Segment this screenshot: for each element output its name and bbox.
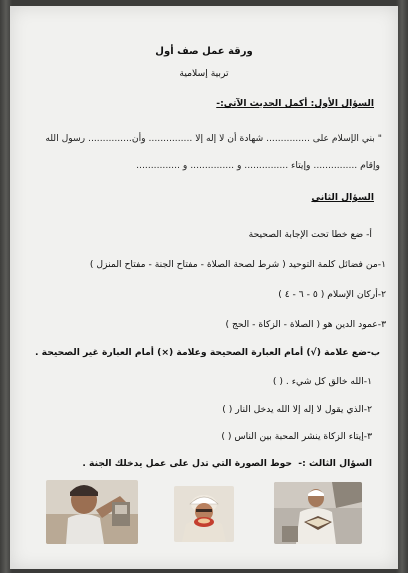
q2-heading: السؤال الثاني	[311, 192, 374, 203]
q3-heading: السؤال الثالث :-	[298, 458, 372, 469]
boy-eating-photo	[174, 486, 234, 542]
q2-a-item-3: ٣-عمود الدين هو ( الصلاة - الزكاة - الحج )	[225, 319, 386, 330]
q1-line-1: " بني الإسلام على ............... شهادة أن لا إله إلا ............... وأن............... رسول الله	[45, 133, 382, 144]
q2-b-item-2: ٢-الذي يقول لا إله إلا الله يدخل النار ( )	[222, 404, 372, 415]
subject-label: تربية إسلامية	[179, 68, 229, 79]
worksheet-page	[10, 6, 398, 569]
q3-instruction: حوط الصورة التي تدل على عمل يدخلك الجنة .	[82, 458, 292, 469]
q1-heading: السؤال الأول: أكمل الحديث الآتي:-	[216, 98, 374, 109]
q2-a-item-1: ١-من فضائل كلمة التوحيد ( شرط لصحة الصلاة - مفتاح الجنة - مفتاح المنزل )	[89, 259, 386, 270]
boy-reading-quran-photo	[274, 482, 362, 544]
q1-line-2: وإقام ............... وإيتاء ............... و ............... و ...............	[136, 160, 380, 171]
q2-b-item-1: ١-الله خالق كل شيء . ( )	[272, 376, 372, 387]
q2-part-b-instruction: ب-ضع علامة (√) أمام العبارة الصحيحة وعلامة (×) أمام العبارة غير الصحيحة .	[34, 347, 380, 358]
q2-a-item-2: ٢-أركان الإسلام ( ٥ - ٦ - ٤ )	[278, 289, 386, 300]
q2-part-a-instruction: أ- ضع خطا تحت الإجابة الصحيحة	[248, 229, 372, 240]
boy-destroying-photo	[46, 480, 138, 544]
worksheet-title: ورقة عمل صف أول	[155, 46, 253, 57]
q2-b-item-3: ٣-إيتاء الزكاة ينشر المحبة بين الناس ( )	[221, 431, 372, 442]
